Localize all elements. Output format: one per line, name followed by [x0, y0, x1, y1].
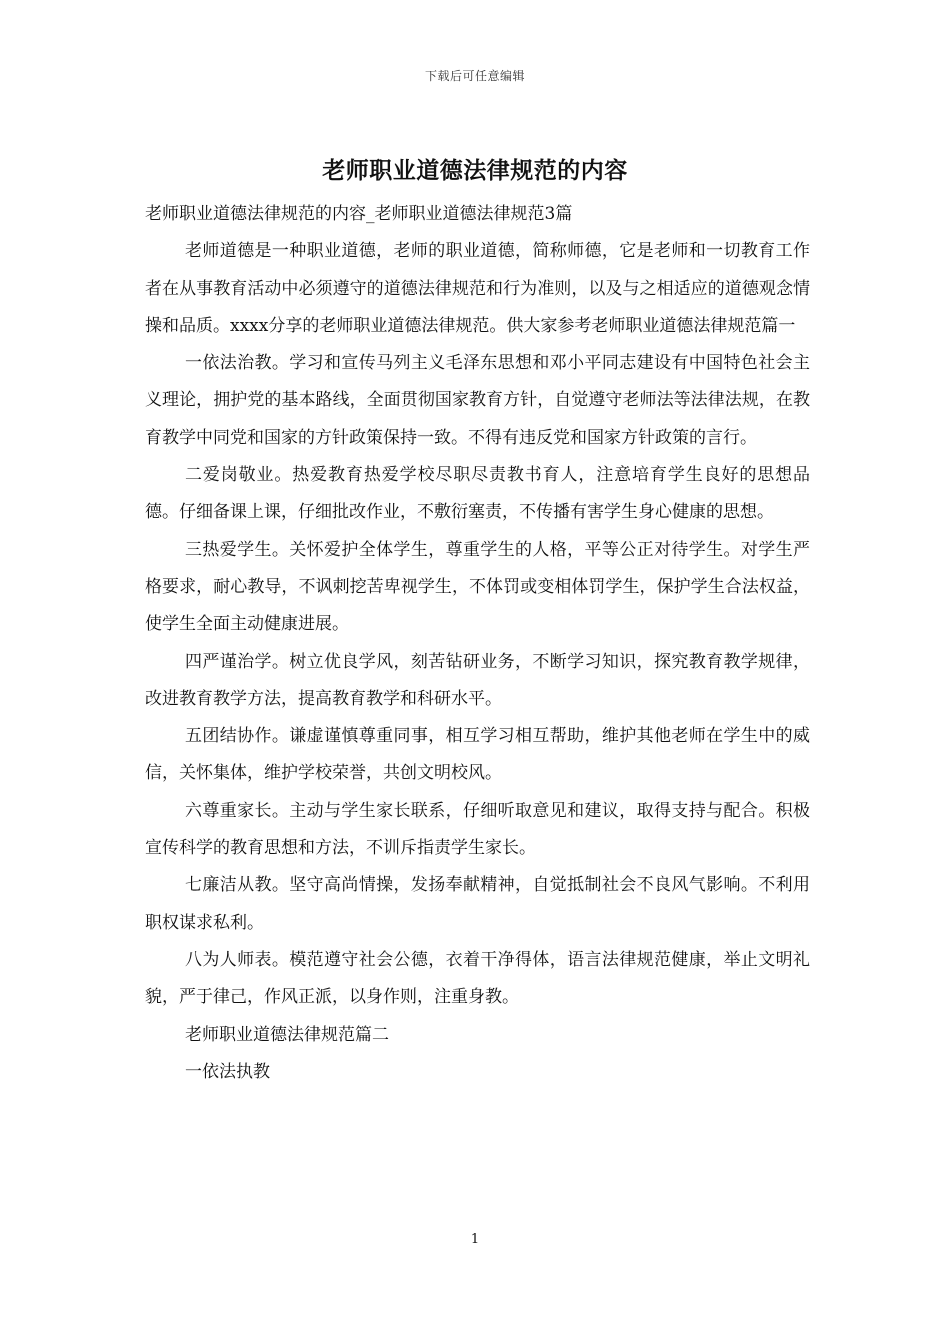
paragraph-item-4: 四严谨治学。树立优良学风，刻苦钻研业务，不断学习知识，探究教育教学规律，改进教育教学方法，提高教育教学和科研水平。 — [145, 651, 810, 709]
page-number: 1 — [470, 1232, 480, 1247]
document-body — [145, 196, 810, 1091]
paragraph-item-8: 八为人师表。模范遵守社会公德，衣着干净得体，语言法律规范健康，举止文明礼貌，严于律己，作风正派，以身作则，注重身教。 — [145, 949, 810, 1008]
paragraph-intro: 老师道德是一种职业道德，老师的职业道德，简称师德，它是老师和一切教育工作者在从事教育活动中必须遵守的道德法律规范和行为准则，以及与之相适应的道德观念情操和品质。xxxx分享的老师职业道德法律规范。供大家参考老师职业道德法律规范篇一 — [145, 241, 810, 336]
paragraph-item-3: 三热爱学生。关怀爱护全体学生，尊重学生的人格，平等公正对待学生。对学生严格要求，耐心教导，不讽刺挖苦卑视学生，不体罚或变相体罚学生，保护学生合法权益，使学生全面主动健康进展。 — [145, 539, 810, 635]
paragraph-item-2: 二爱岗敬业。热爱教育热爱学校尽职尽责教书育人，注意培育学生良好的思想品德。仔细备课上课，仔细批改作业，不敷衍塞责，不传播有害学生身心健康的思想。 — [145, 465, 810, 523]
section-heading-part-two: 老师职业道德法律规范篇二 — [185, 1024, 389, 1045]
document-title: 老师职业道德法律规范的内容 — [322, 157, 628, 184]
header-note: 下载后可任意编辑 — [424, 69, 525, 83]
paragraph-item-5: 五团结协作。谦虚谨慎尊重同事，相互学习相互帮助，维护其他老师在学生中的威信，关怀集体，维护学校荣誉，共创文明校风。 — [145, 726, 810, 784]
paragraph-item-6: 六尊重家长。主动与学生家长联系，仔细听取意见和建议，取得支持与配合。积极宣传科学的教育思想和方法，不训斥指责学生家长。 — [145, 800, 810, 859]
paragraph-item-7: 七廉洁从教。坚守高尚情操，发扬奉献精神，自觉抵制社会不良风气影响。不利用职权谋求私利。 — [145, 875, 810, 933]
paragraph-item-1: 一依法治教。学习和宣传马列主义毛泽东思想和邓小平同志建设有中国特色社会主义理论，拥护党的基本路线，全面贯彻国家教育方针，自觉遵守老师法等法律法规，在教育教学中同党和国家的方针政策保持一致。不得有违反党和国家方针政策的言行。 — [145, 353, 810, 448]
subtitle-line: 老师职业道德法律规范的内容_老师职业道德法律规范3篇 — [145, 204, 573, 224]
paragraph-part-two-item-1: 一依法执教 — [185, 1061, 270, 1082]
